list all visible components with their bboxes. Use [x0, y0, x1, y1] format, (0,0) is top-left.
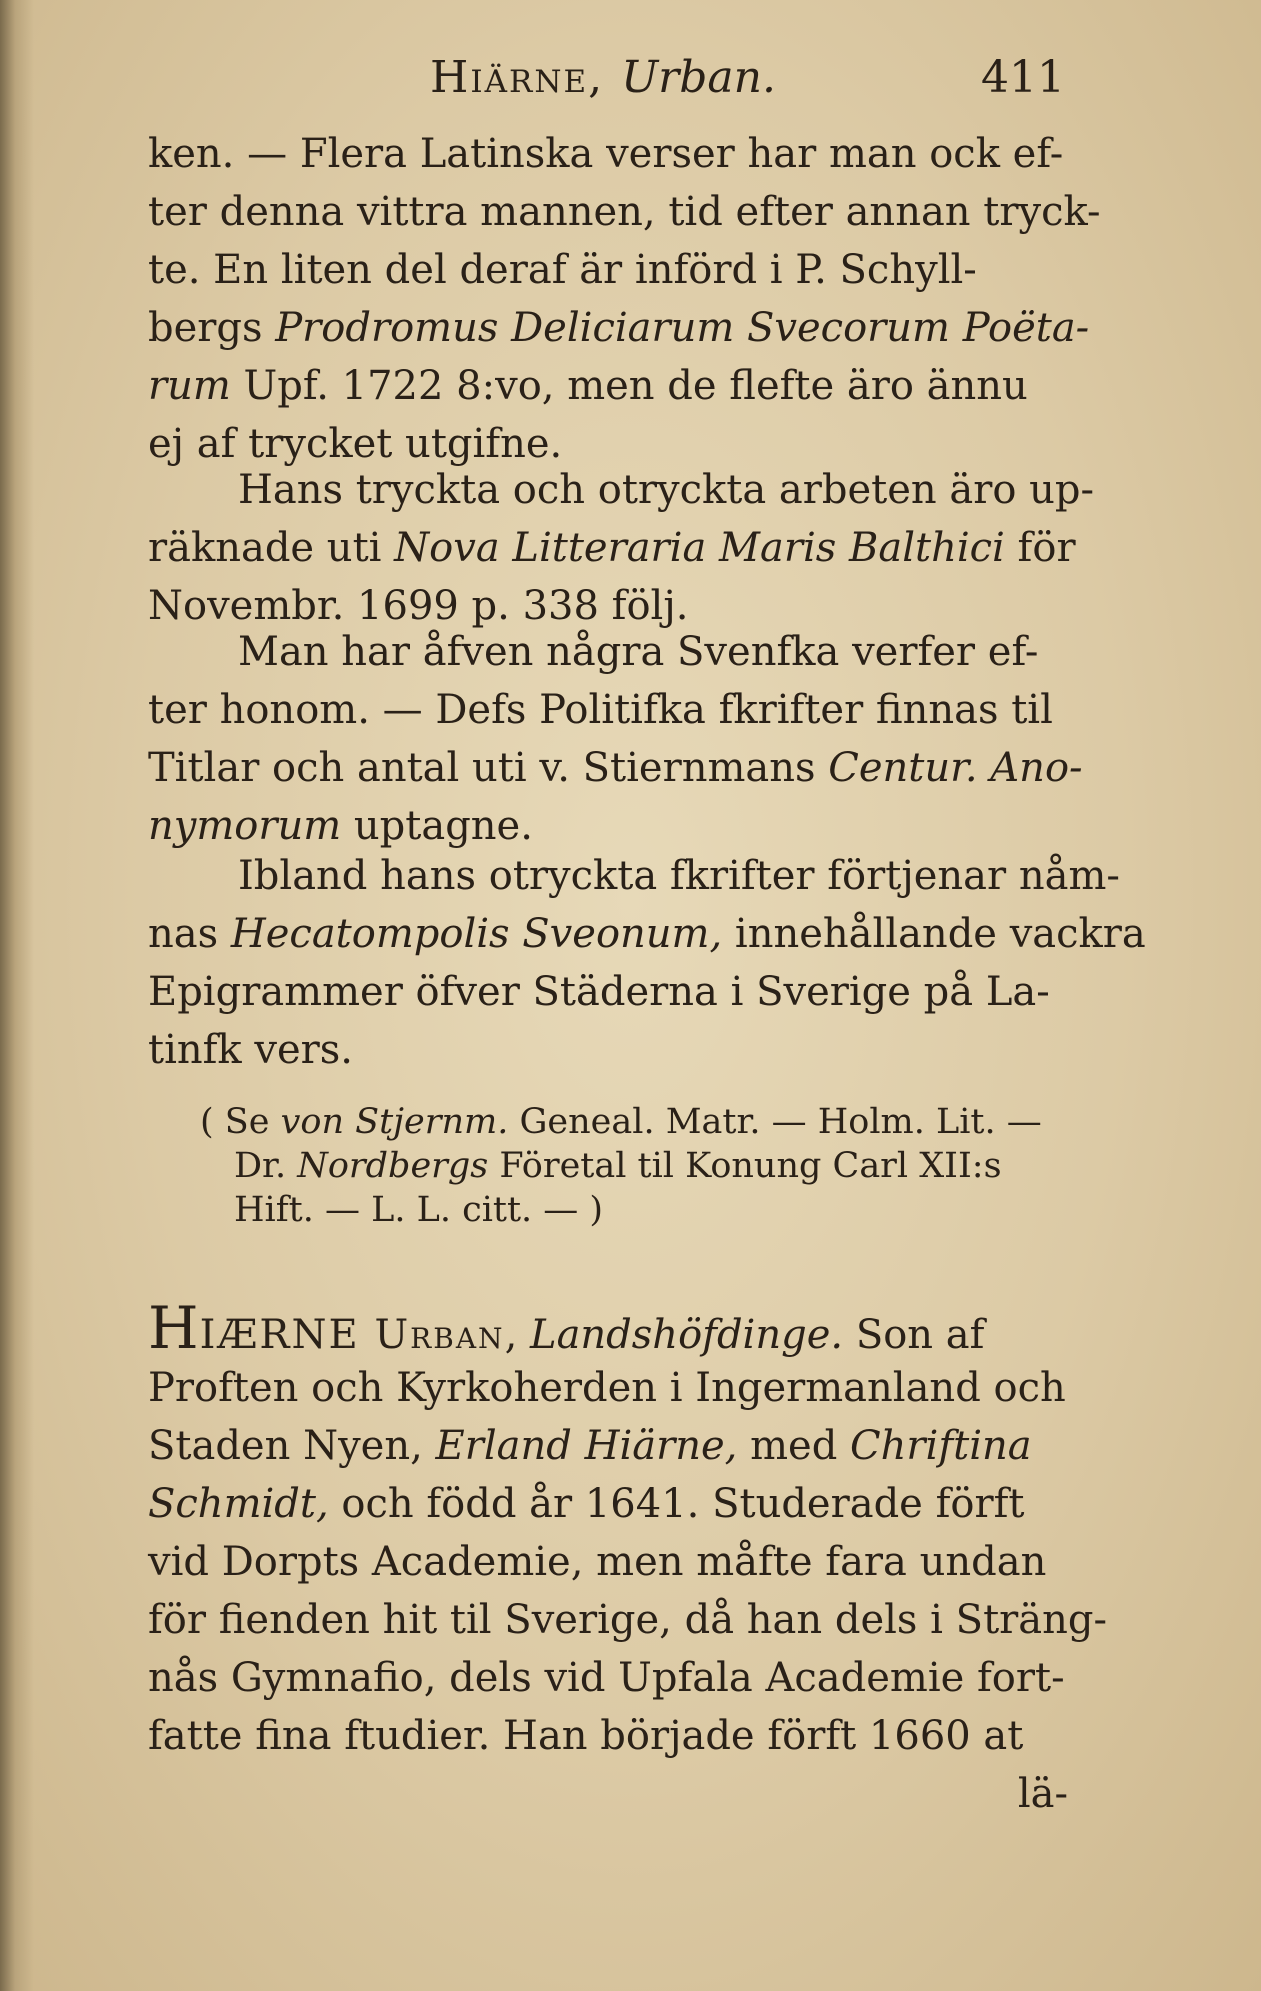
text-line: nås Gymnafio, dels vid Upfala Academie fort-	[148, 1655, 1065, 1701]
text-line: te. En liten del deraf är införd i P. Schyll-	[148, 247, 977, 293]
text-line: Hans tryckta och otryckta arbeten äro up-	[238, 467, 1095, 513]
text-line: ken. — Flera Latinska verser har man ock ef-	[148, 131, 1064, 177]
text-line: tinfk vers.	[148, 1027, 354, 1073]
text-line: Man har åfven några Svenfka verfer ef-	[238, 629, 1039, 675]
text-line: ter denna vittra mannen, tid efter annan tryck-	[148, 189, 1101, 235]
text-line: Titlar och antal uti v. Stiernmans Centur. Ano-	[148, 745, 1083, 791]
text-line: nas Hecatompolis Sveonum, innehållande vackra	[148, 911, 1146, 957]
page-number: 411	[981, 52, 1065, 103]
text-line: vid Dorpts Academie, men måfte fara undan	[148, 1539, 1047, 1585]
text-line: Ibland hans otryckta fkrifter förtjenar nåm-	[238, 853, 1120, 899]
text-line: räknade uti Nova Litteraria Maris Balthici för	[148, 525, 1076, 571]
running-title: Hiärne, Urban.	[430, 52, 776, 103]
text-line: Novembr. 1699 p. 338 följ.	[148, 583, 689, 629]
text-line: rum Upf. 1722 8:vo, men de flefte äro ännu	[148, 363, 1028, 409]
reference-line: ( Se von Stjernm. Geneal. Matr. — Holm. Lit. —	[200, 1102, 1042, 1142]
reference-line: Dr. Nordbergs Företal til Konung Carl XII:s	[234, 1146, 1002, 1186]
catchword: lä-	[1017, 1771, 1068, 1817]
text-line: Staden Nyen, Erland Hiärne, med Chriftina	[148, 1423, 1032, 1469]
text-line: nymorum uptagne.	[148, 803, 533, 849]
reference-line: Hift. — L. L. citt. — )	[234, 1190, 604, 1230]
text-line: bergs Prodromus Deliciarum Svecorum Poëta-	[148, 305, 1090, 351]
text-line: för fienden hit til Sverige, då han dels i Sträng-	[148, 1597, 1108, 1643]
text-line: ter honom. — Defs Politifka fkrifter finnas til	[148, 687, 1053, 733]
text-line: Proften och Kyrkoherden i Ingermanland och	[148, 1365, 1066, 1411]
entry-heading-line: HIÆRNE Urban, Landshöfdinge. Son af	[148, 1294, 985, 1362]
running-header	[140, 52, 1070, 112]
spine-shadow	[0, 0, 34, 1991]
text-line: ej af trycket utgifne.	[148, 421, 563, 467]
text-line: fatte fina ftudier. Han började förft 1660 at	[148, 1713, 1024, 1759]
text-line: Schmidt, och född år 1641. Studerade förft	[148, 1481, 1025, 1527]
text-line: Epigrammer öfver Städerna i Sverige på La-	[148, 969, 1050, 1015]
